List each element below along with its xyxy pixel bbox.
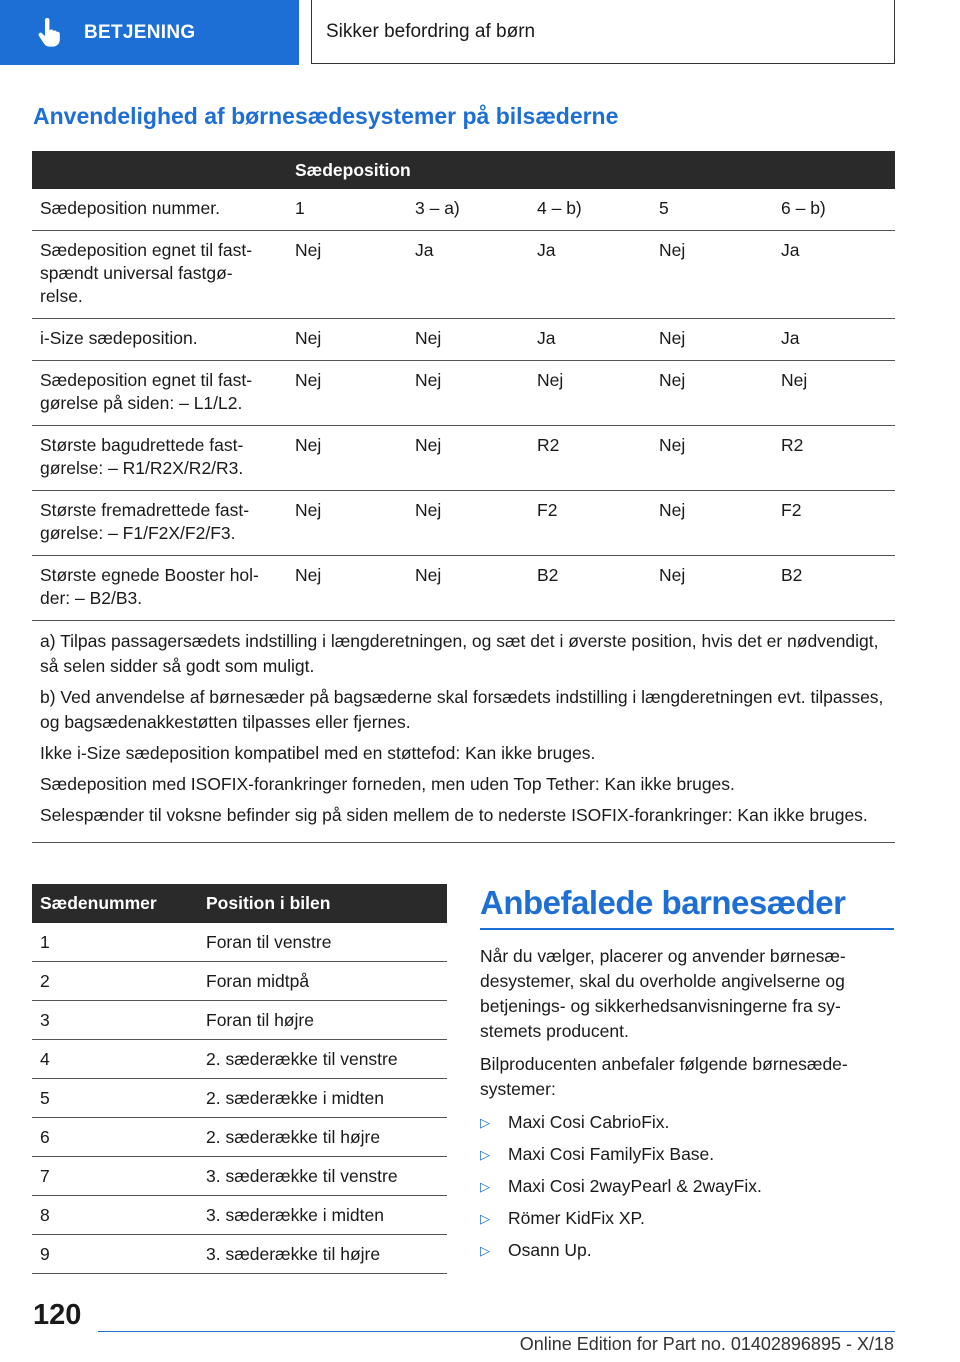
row-label: Sædeposition nummer. — [32, 189, 287, 231]
row-value: Ja — [407, 231, 529, 319]
footer-divider — [98, 1331, 895, 1332]
table-row — [32, 319, 895, 361]
row-value: F2 — [529, 491, 651, 556]
row-value: Nej — [651, 361, 773, 426]
list-item-text: Osann Up. — [508, 1240, 592, 1260]
row-value: Nej — [773, 361, 895, 426]
header-spacer — [32, 151, 287, 189]
list-item-text: Maxi Cosi 2wayPearl & 2wayFix. — [508, 1176, 762, 1196]
seat-number-table — [32, 884, 447, 1274]
list-item — [480, 1174, 894, 1199]
table-row — [32, 1235, 447, 1274]
seat-number: 8 — [32, 1196, 198, 1235]
row-value: Nej — [529, 361, 651, 426]
table-row — [32, 962, 447, 1001]
seat-number: 6 — [32, 1118, 198, 1157]
table-row — [32, 1196, 447, 1235]
row-value: Nej — [287, 426, 407, 491]
table-row — [32, 556, 895, 621]
table-row — [32, 231, 895, 319]
recommended-list — [480, 1110, 894, 1263]
seat-position: 2. sæderække til højre — [198, 1118, 447, 1157]
page-number: 120 — [33, 1299, 82, 1331]
row-value: Nej — [287, 361, 407, 426]
table-row — [32, 1001, 447, 1040]
row-value: Nej — [407, 319, 529, 361]
seat-table-header — [32, 884, 447, 923]
row-value: Nej — [407, 361, 529, 426]
table-note: a) Tilpas passagersædets indstilling i længderetningen, og sæt det i øverste position, hvis det er nødvendigt, så selen sidder så godt som muligt. — [40, 631, 879, 676]
seat-number: 4 — [32, 1040, 198, 1079]
row-value: R2 — [529, 426, 651, 491]
hand-pointer-icon — [36, 18, 76, 48]
chapter-tab[interactable] — [0, 0, 299, 65]
triangle-bullet-icon: ▷ — [480, 1115, 490, 1130]
table-note: b) Ved anvendelse af børnesæder på bagsæderne skal forsædets indstilling i længderetningen evt. tilpasses, og bagsædenakkestøtten tilpasses eller fjernes. — [40, 687, 884, 732]
seat-position: Foran til højre — [198, 1001, 447, 1040]
row-label: Sædeposition egnet til fast-spændt universal fastgø-relse. — [32, 231, 287, 319]
seat-number: 9 — [32, 1235, 198, 1274]
row-value: Nej — [287, 556, 407, 621]
row-value: Nej — [407, 491, 529, 556]
recommended-para-1: Når du vælger, placerer og anvender børnesæ-desystemer, skal du overholde angivelserne og betjenings- og sikkerhedsanvisningerne fra sy-stemets producent. — [480, 946, 846, 1041]
row-value: Nej — [287, 319, 407, 361]
row-value: B2 — [773, 556, 895, 621]
row-label: i-Size sædeposition. — [32, 319, 287, 361]
row-value: Ja — [529, 319, 651, 361]
table-note: Sædeposition med ISOFIX-forankringer forneden, men uden Top Tether: Kan ikke bruges. — [40, 774, 735, 794]
table-row — [32, 1118, 447, 1157]
row-label: Største bagudrettede fast-gørelse: – R1/R2X/R2/R3. — [32, 426, 287, 491]
list-item — [480, 1238, 894, 1263]
recommended-title: Anbefalede barnesæder — [480, 884, 894, 930]
seat-position: 2. sæderække til venstre — [198, 1040, 447, 1079]
row-value: B2 — [529, 556, 651, 621]
row-value: 6 – b) — [773, 189, 895, 231]
list-item — [480, 1110, 894, 1135]
row-value: 1 — [287, 189, 407, 231]
list-item-text: Römer KidFix XP. — [508, 1208, 645, 1228]
seat-position-table — [32, 151, 895, 843]
seat-number: 5 — [32, 1079, 198, 1118]
col-seat-number: Sædenummer — [32, 884, 198, 923]
seat-position: 3. sæderække til højre — [198, 1235, 447, 1274]
table-row — [32, 426, 895, 491]
row-value: Nej — [651, 426, 773, 491]
row-value: Nej — [651, 231, 773, 319]
row-value: Nej — [407, 426, 529, 491]
triangle-bullet-icon: ▷ — [480, 1243, 490, 1258]
list-item — [480, 1142, 894, 1167]
recommended-body — [480, 944, 894, 1270]
seat-position: Foran midtpå — [198, 962, 447, 1001]
section-heading: Sikker befordring af børn — [311, 0, 895, 64]
row-value: F2 — [773, 491, 895, 556]
row-value: Ja — [773, 319, 895, 361]
table-row — [32, 1040, 447, 1079]
row-value: Nej — [651, 491, 773, 556]
recommended-para-2: Bilproducenten anbefaler følgende børnesæde-systemer: — [480, 1054, 848, 1099]
table-row — [32, 361, 895, 426]
seat-number: 7 — [32, 1157, 198, 1196]
row-value: Nej — [287, 231, 407, 319]
notes-row — [32, 621, 895, 843]
table-row — [32, 189, 895, 231]
row-value: Nej — [651, 556, 773, 621]
notes-cell — [32, 621, 895, 843]
row-value: Nej — [651, 319, 773, 361]
row-value: R2 — [773, 426, 895, 491]
table-row — [32, 1079, 447, 1118]
seat-number: 1 — [32, 923, 198, 962]
seat-number: 2 — [32, 962, 198, 1001]
seat-position: Foran til venstre — [198, 923, 447, 962]
row-label: Sædeposition egnet til fast-gørelse på siden: – L1/L2. — [32, 361, 287, 426]
seat-position: 2. sæderække i midten — [198, 1079, 447, 1118]
seat-position: 3. sæderække i midten — [198, 1196, 447, 1235]
row-value: Nej — [287, 491, 407, 556]
header-seat-position: Sædeposition — [287, 151, 895, 189]
triangle-bullet-icon: ▷ — [480, 1179, 490, 1194]
row-value: 4 – b) — [529, 189, 651, 231]
section-title: Anvendelighed af børnesædesystemer på bilsæderne — [33, 103, 619, 129]
table-note: Ikke i-Size sædeposition kompatibel med en støttefod: Kan ikke bruges. — [40, 743, 596, 763]
row-value: Nej — [407, 556, 529, 621]
row-value: 3 – a) — [407, 189, 529, 231]
row-value: Ja — [529, 231, 651, 319]
list-item-text: Maxi Cosi FamilyFix Base. — [508, 1144, 715, 1164]
table-note: Selespænder til voksne befinder sig på siden mellem de to nederste ISOFIX-forankringer: Kan ikke bruges. — [40, 805, 868, 825]
row-value: Ja — [773, 231, 895, 319]
row-value: 5 — [651, 189, 773, 231]
list-item-text: Maxi Cosi CabrioFix. — [508, 1112, 670, 1132]
table-row — [32, 1157, 447, 1196]
table-row — [32, 491, 895, 556]
row-label: Største egnede Booster hol-der: – B2/B3. — [32, 556, 287, 621]
seat-position: 3. sæderække til venstre — [198, 1157, 447, 1196]
footer-edition: Online Edition for Part no. 01402896895 - X/18 — [519, 1334, 894, 1354]
triangle-bullet-icon: ▷ — [480, 1211, 490, 1226]
col-position: Position i bilen — [198, 884, 447, 923]
chapter-label: BETJENING — [84, 21, 196, 43]
table-row — [32, 923, 447, 962]
triangle-bullet-icon: ▷ — [480, 1147, 490, 1162]
row-label: Største fremadrettede fast-gørelse: – F1/F2X/F2/F3. — [32, 491, 287, 556]
seat-number: 3 — [32, 1001, 198, 1040]
table-header-row — [32, 151, 895, 189]
list-item — [480, 1206, 894, 1231]
